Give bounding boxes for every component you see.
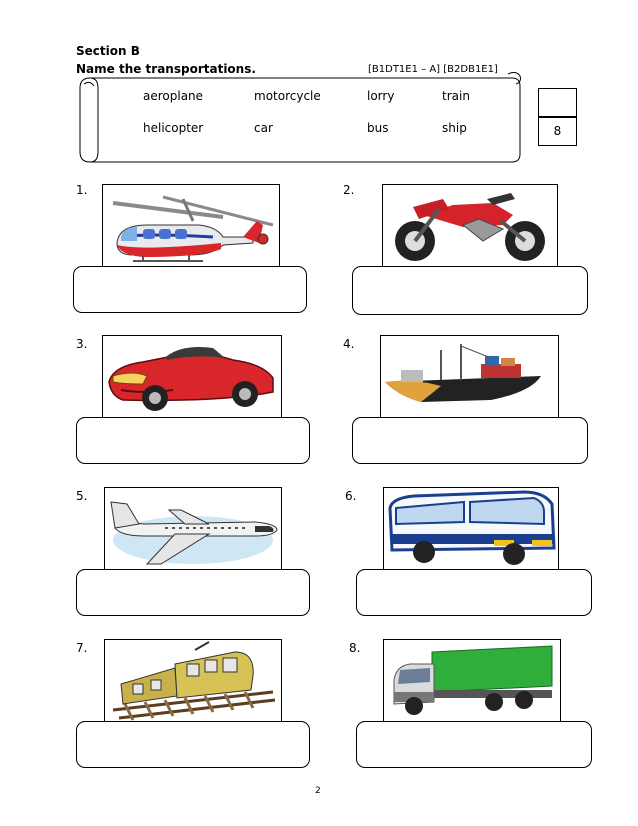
answer-box-1[interactable] (73, 266, 307, 313)
question-number-5: 5. (76, 489, 88, 503)
aeroplane-image (104, 487, 282, 571)
answer-box-3[interactable] (76, 417, 310, 464)
score-box-max: 8 (538, 116, 577, 146)
question-number-7: 7. (76, 641, 88, 655)
section-title: Section B (76, 44, 140, 58)
score-box-top[interactable] (538, 88, 577, 118)
answer-box-2[interactable] (352, 266, 588, 315)
question-number-3: 3. (76, 337, 88, 351)
word-motorcycle: motorcycle (254, 89, 321, 103)
question-number-1: 1. (76, 183, 88, 197)
question-number-8: 8. (349, 641, 361, 655)
answer-box-5[interactable] (76, 569, 310, 616)
question-number-4: 4. (343, 337, 355, 351)
page-number: 2 (315, 786, 321, 796)
word-car: car (254, 121, 273, 135)
bus-image (383, 487, 559, 571)
word-aeroplane: aeroplane (143, 89, 204, 103)
helicopter-image (102, 184, 280, 268)
answer-box-7[interactable] (76, 721, 310, 768)
answer-box-8[interactable] (356, 721, 592, 768)
train-image (104, 639, 282, 723)
question-number-2: 2. (343, 183, 355, 197)
word-helicopter: helicopter (143, 121, 204, 135)
word-train: train (442, 89, 470, 103)
lorry-image (383, 639, 561, 723)
car-image (102, 335, 282, 419)
answer-box-6[interactable] (356, 569, 592, 616)
answer-box-4[interactable] (352, 417, 588, 464)
word-ship: ship (442, 121, 467, 135)
motorcycle-image (382, 184, 558, 268)
word-lorry: lorry (367, 89, 395, 103)
curriculum-codes: [B1DT1E1 – A] [B2DB1E1] (368, 64, 498, 75)
question-number-6: 6. (345, 489, 357, 503)
word-bank-scroll (72, 66, 527, 168)
ship-image (380, 335, 559, 419)
instruction-text: Name the transportations. (76, 62, 256, 76)
word-bus: bus (367, 121, 389, 135)
